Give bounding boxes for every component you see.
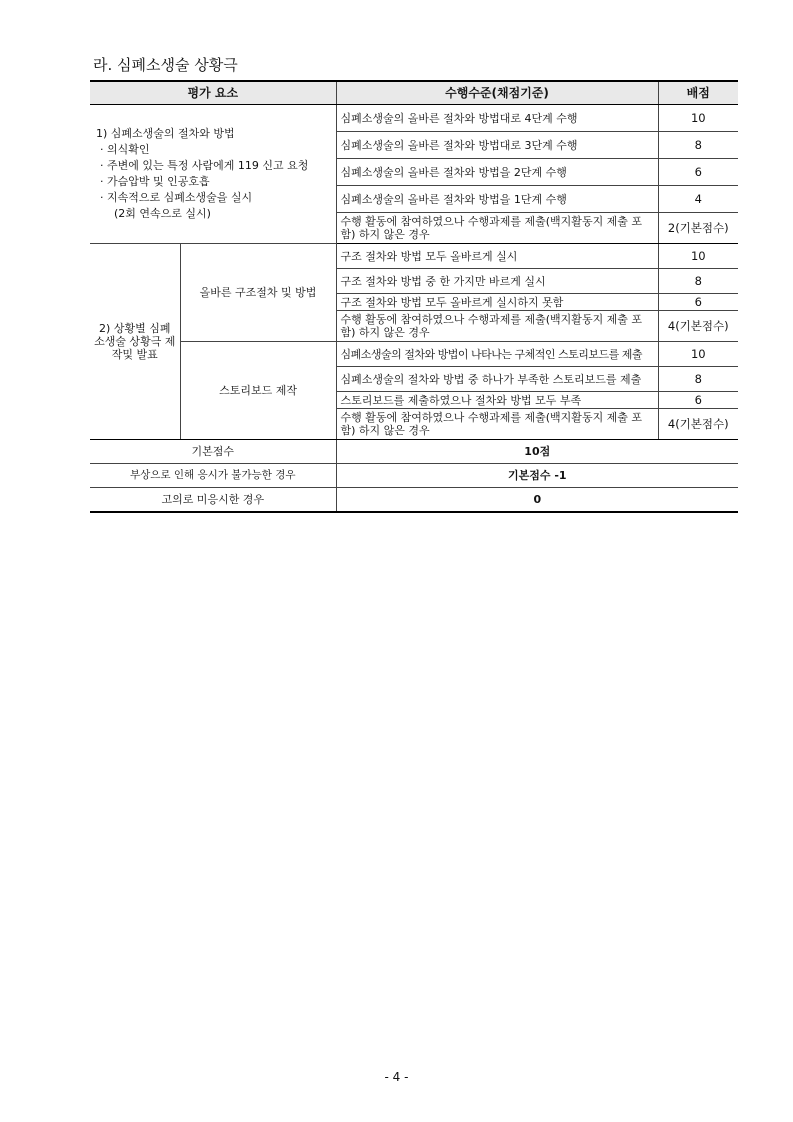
element-scenario-drama: 2) 상황별 심폐소생술 상황극 제작및 발표 — [90, 244, 180, 440]
rubric-table — [90, 80, 738, 513]
criterion: 수행 활동에 참여하였으나 수행과제를 제출(백지활동지 제출 포함) 하지 않은 경우 — [336, 213, 658, 244]
criterion: 심폐소생술의 절차와 방법이 나타나는 구체적인 스토리보드를 제출 — [336, 342, 658, 367]
criterion: 심폐소생술의 올바른 절차와 방법을 1단계 수행 — [336, 186, 658, 213]
table-row — [90, 244, 738, 269]
criterion: 심폐소생술의 절차와 방법 중 하나가 부족한 스토리보드를 제출 — [336, 367, 658, 392]
criterion: 구조 절차와 방법 중 한 가지만 바르게 실시 — [336, 269, 658, 294]
table-row — [90, 342, 738, 367]
element-line: (2회 연속으로 실시) — [114, 207, 211, 220]
criterion: 구조 절차와 방법 모두 올바르게 실시 — [336, 244, 658, 269]
criterion: 수행 활동에 참여하였으나 수행과제를 제출(백지활동지 제출 포함) 하지 않은 경우 — [336, 311, 658, 342]
footer-row — [90, 488, 738, 512]
footer-value: 10점 — [336, 440, 738, 464]
element-line: 1) 심폐소생술의 절차와 방법 — [96, 127, 235, 140]
footer-value: 0 — [336, 488, 738, 512]
score: 2(기본점수) — [658, 213, 738, 244]
table-row — [90, 105, 738, 132]
criterion: 수행 활동에 참여하였으나 수행과제를 제출(백지활동지 제출 포함) 하지 않은 경우 — [336, 409, 658, 440]
element-line: · 지속적으로 심폐소생술을 실시 — [100, 191, 253, 204]
criterion: 심폐소생술의 올바른 절차와 방법을 2단계 수행 — [336, 159, 658, 186]
score: 8 — [658, 269, 738, 294]
score: 6 — [658, 392, 738, 409]
footer-label: 고의로 미응시한 경우 — [90, 488, 336, 512]
footer-label: 기본점수 — [90, 440, 336, 464]
score: 10 — [658, 105, 738, 132]
header-element: 평가 요소 — [90, 81, 336, 105]
footer-label: 부상으로 인해 응시가 불가능한 경우 — [90, 464, 336, 488]
criterion: 심폐소생술의 올바른 절차와 방법대로 3단계 수행 — [336, 132, 658, 159]
element-cpr-procedure — [90, 105, 336, 244]
score: 4(기본점수) — [658, 311, 738, 342]
score: 8 — [658, 367, 738, 392]
criterion: 심폐소생술의 올바른 절차와 방법대로 4단계 수행 — [336, 105, 658, 132]
criterion: 구조 절차와 방법 모두 올바르게 실시하지 못함 — [336, 294, 658, 311]
element-line: · 주변에 있는 특정 사람에게 119 신고 요청 — [100, 159, 309, 172]
sub-element-rescue: 올바른 구조절차 및 방법 — [180, 244, 336, 342]
footer-row — [90, 440, 738, 464]
score: 10 — [658, 342, 738, 367]
footer-row — [90, 464, 738, 488]
section-title: 라. 심폐소생술 상황극 — [93, 56, 238, 74]
sub-element-storyboard: 스토리보드 제작 — [180, 342, 336, 440]
score: 6 — [658, 294, 738, 311]
element-line: · 가슴압박 및 인공호흡 — [100, 175, 210, 188]
score: 10 — [658, 244, 738, 269]
header-score: 배점 — [658, 81, 738, 105]
page-number: - 4 - — [384, 1070, 409, 1084]
footer-value: 기본점수 -1 — [336, 464, 738, 488]
score: 8 — [658, 132, 738, 159]
score: 4 — [658, 186, 738, 213]
header-criteria: 수행수준(채점기준) — [336, 81, 658, 105]
score: 4(기본점수) — [658, 409, 738, 440]
criterion: 스토리보드를 제출하였으나 절차와 방법 모두 부족 — [336, 392, 658, 409]
score: 6 — [658, 159, 738, 186]
header-row — [90, 81, 738, 105]
element-line: · 의식확인 — [100, 143, 150, 156]
